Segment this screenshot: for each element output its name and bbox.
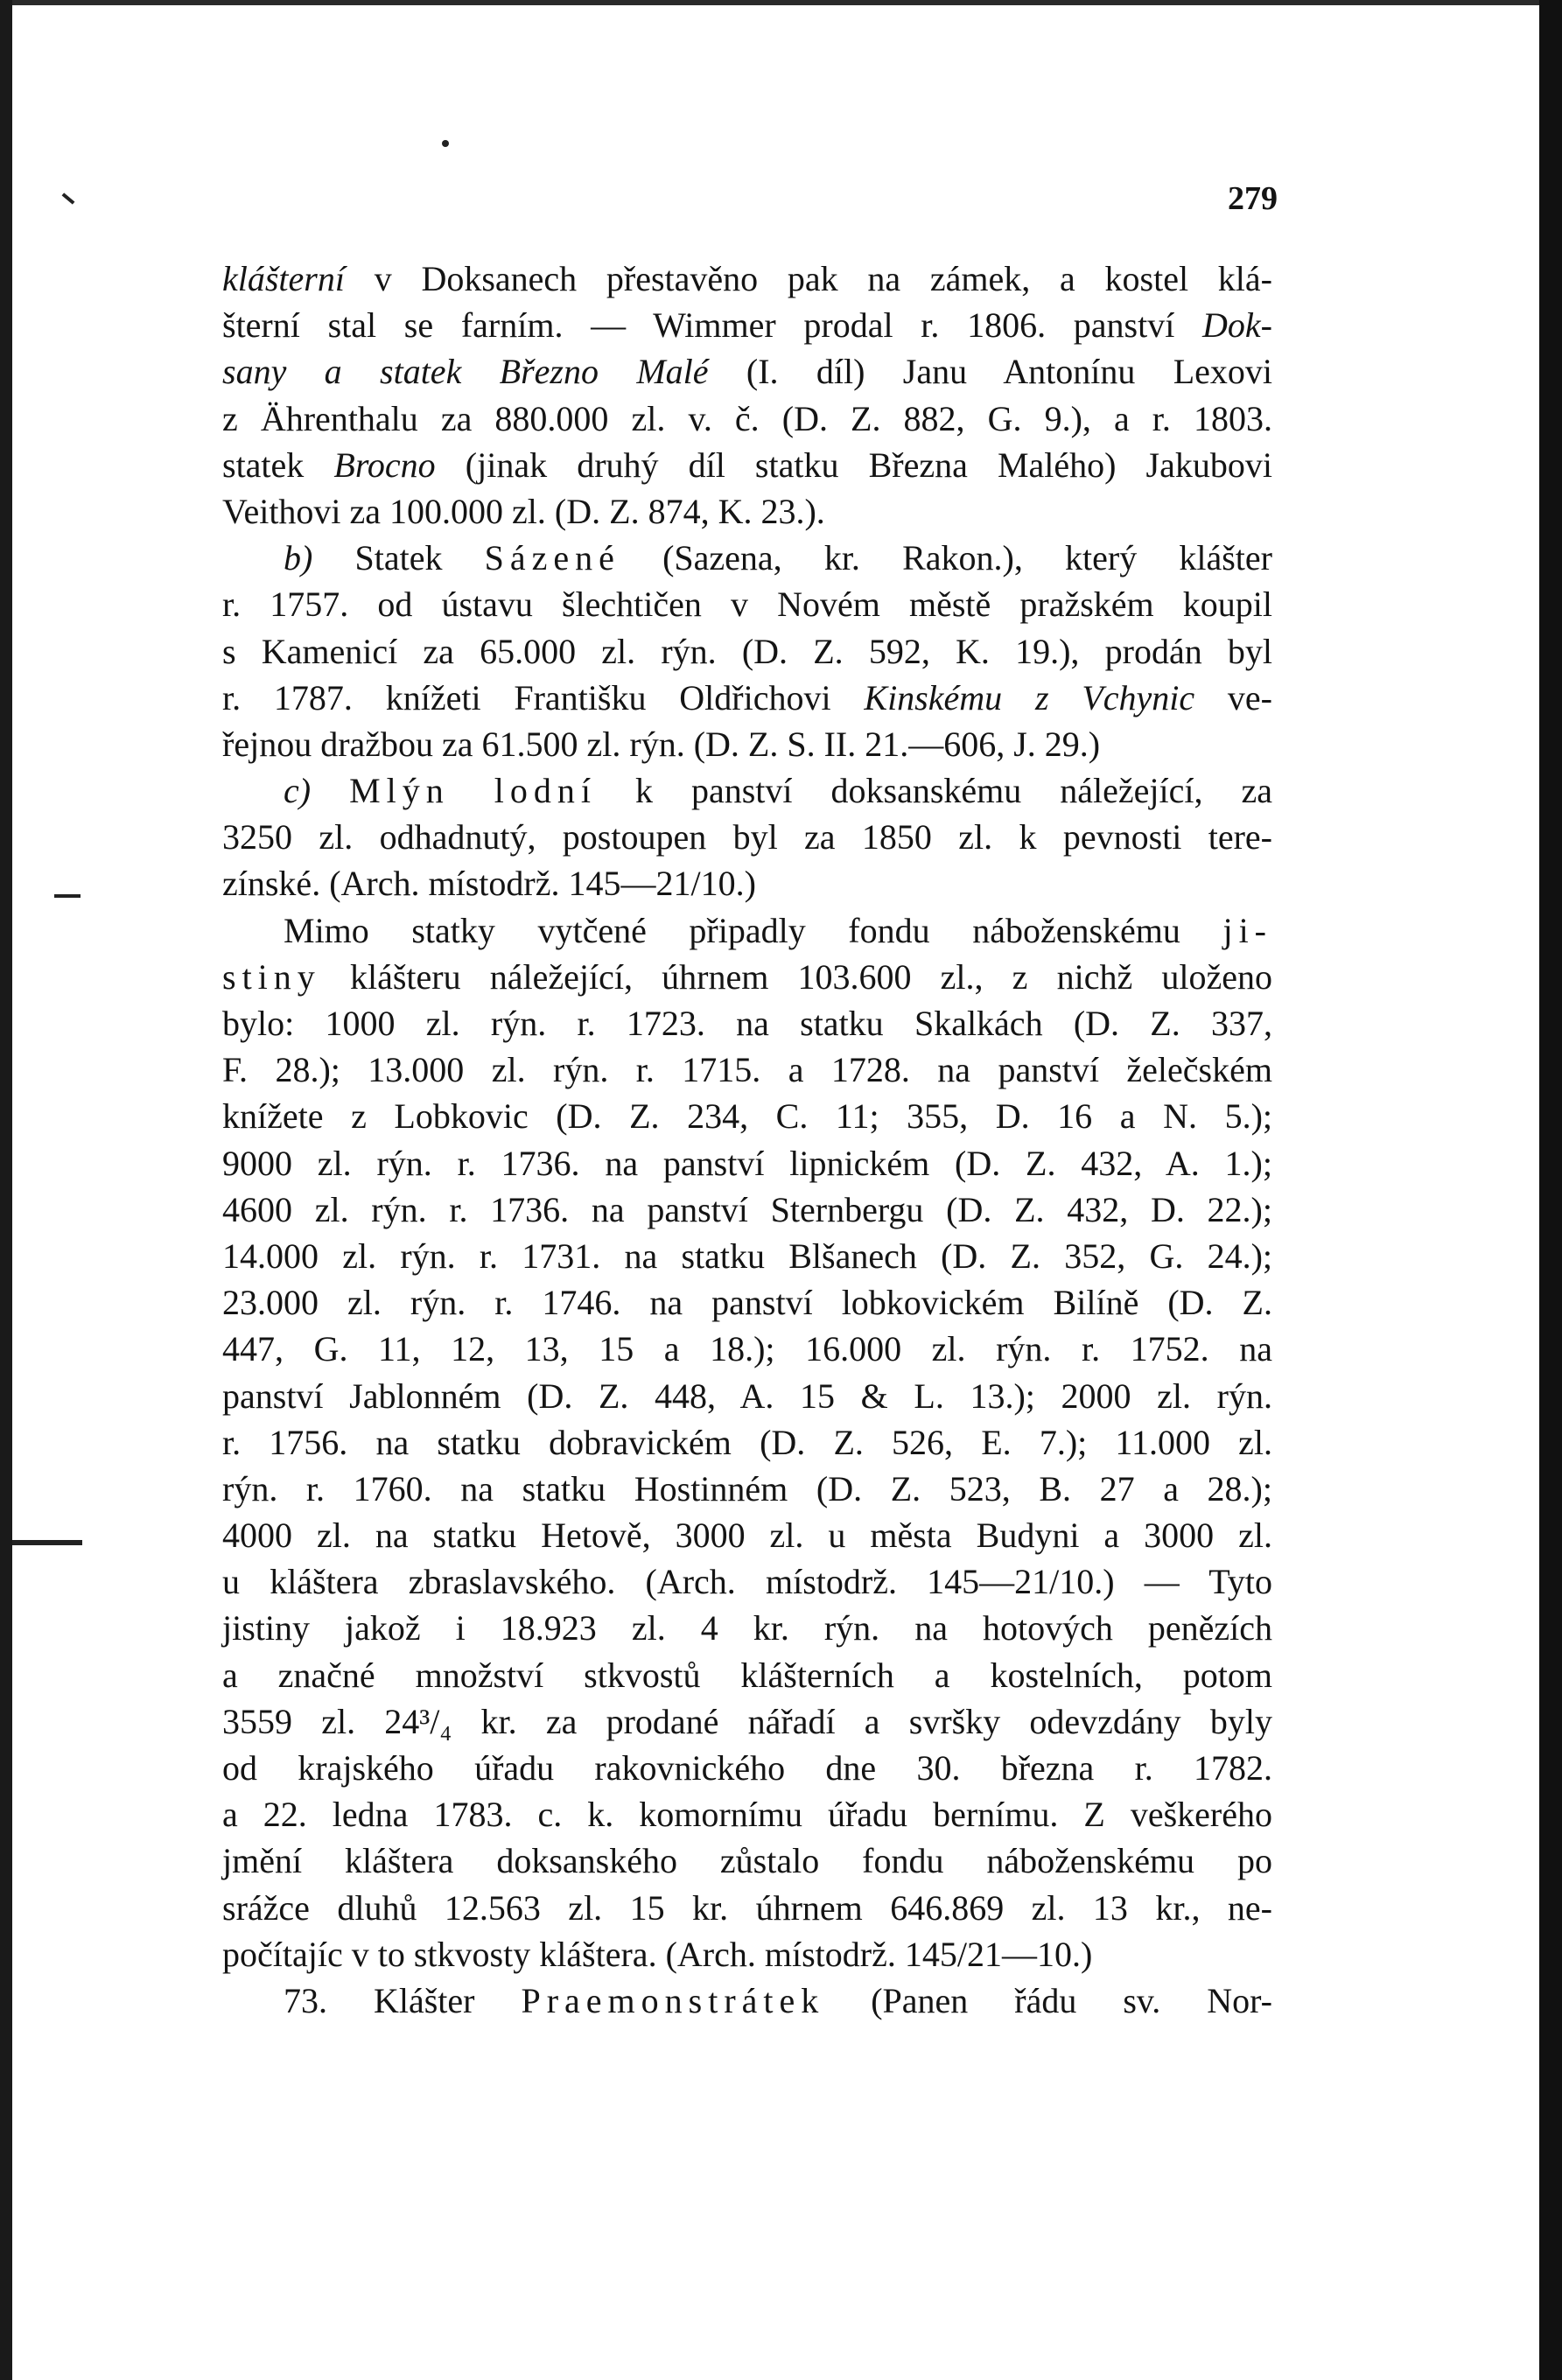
text-line bbox=[222, 1838, 1272, 1884]
text-line bbox=[222, 1279, 1272, 1326]
text-line bbox=[222, 907, 1272, 954]
text-line bbox=[222, 1931, 1272, 1978]
spaced-text: Sázené bbox=[484, 538, 620, 578]
text-segment: z Ährenthalu za 880.000 zl. v. č. (D. Z. 882, G. 9.), a r. 1803. bbox=[222, 398, 1272, 438]
text-segment: r. 1757. od ústavu šlechtičen v Novém městě pražském koupil bbox=[222, 584, 1272, 625]
text-segment: od krajského úřadu rakovnického dne 30. března r. 1782. bbox=[222, 1748, 1272, 1788]
text-segment: rýn. r. 1760. na statku Hostinném (D. Z. 523, B. 27 a 28.); bbox=[222, 1468, 1272, 1508]
page-number: 279 bbox=[1228, 180, 1278, 217]
text-line bbox=[222, 1419, 1272, 1466]
text-segment: 3250 zl. odhadnutý, postoupen byl za 1850 zl. k pevnosti tere- bbox=[222, 817, 1272, 858]
text-line bbox=[222, 1093, 1272, 1139]
text-segment: s Kamenicí za 65.000 zl. rýn. (D. Z. 592, K. 19.), prodán byl bbox=[222, 631, 1272, 671]
text-line bbox=[222, 1186, 1272, 1233]
text-segment: zínské. (Arch. místodrž. 145—21/10.) bbox=[222, 864, 756, 904]
text-line bbox=[222, 442, 1272, 488]
margin-mark bbox=[62, 192, 75, 204]
text-line bbox=[222, 1233, 1272, 1279]
text-segment: a 22. ledna 1783. c. k. komornímu úřadu bernímu. Z veškerého bbox=[222, 1795, 1272, 1835]
text-segment: 447, G. 11, 12, 13, 15 a 18.); 16.000 zl. rýn. r. 1752. na bbox=[222, 1329, 1272, 1369]
text-line bbox=[222, 1698, 1272, 1745]
text-line bbox=[222, 675, 1272, 721]
text-line bbox=[222, 1326, 1272, 1372]
text-line bbox=[222, 348, 1272, 395]
ink-dot bbox=[442, 140, 449, 147]
text-line bbox=[222, 1791, 1272, 1838]
text-line bbox=[222, 1466, 1272, 1512]
text-line bbox=[222, 860, 1272, 906]
text-segment: 3559 zl. 24³/₄ kr. za prodané nářadí a svršky odevzdány byly bbox=[222, 1701, 1272, 1741]
text-line bbox=[222, 1885, 1272, 1931]
text-segment: F. 28.); 13.000 zl. rýn. r. 1715. a 1728. na panství želečském bbox=[222, 1050, 1272, 1090]
spaced-text: Praemonstrátek bbox=[521, 1980, 825, 2020]
text-segment: klášteru náležející, úhrnem 103.600 zl., z nichž uloženo bbox=[320, 956, 1272, 997]
text-line bbox=[222, 488, 1272, 535]
text-segment: jistiny jakož i 18.923 zl. 4 kr. rýn. na hotových penězích bbox=[222, 1608, 1272, 1648]
text-segment: Mimo statky vytčené připadly fondu náboženskému bbox=[284, 910, 1223, 950]
italic-text: klášterní bbox=[222, 259, 345, 298]
spaced-text: Mlýn lodní bbox=[349, 771, 597, 811]
margin-mark bbox=[54, 894, 81, 898]
text-segment: šterní stal se farním. — Wimmer prodal r. 1806. panství bbox=[222, 305, 1203, 346]
text-segment: Statek bbox=[312, 538, 485, 578]
text-segment: 23.000 zl. rýn. r. 1746. na panství lobkovickém Bilíně (D. Z. bbox=[222, 1283, 1272, 1323]
text-line bbox=[222, 1605, 1272, 1651]
text-line bbox=[222, 1140, 1272, 1186]
text-line bbox=[222, 721, 1272, 767]
italic-text: c) bbox=[284, 771, 312, 811]
text-line bbox=[222, 1745, 1272, 1791]
text-segment: ve- bbox=[1194, 677, 1272, 718]
text-segment: (jinak druhý díl statku Března Malého) Jakubovi bbox=[435, 444, 1272, 485]
text-segment: Veithovi za 100.000 zl. (D. Z. 874, K. 23.). bbox=[222, 491, 825, 531]
text-line bbox=[222, 535, 1272, 581]
text-segment: 73. Klášter bbox=[284, 1980, 522, 2020]
text-segment: počítajíc v to stkvosty kláštera. (Arch. místodrž. 145/21—10.) bbox=[222, 1934, 1093, 1974]
text-segment: řejnou dražbou za 61.500 zl. rýn. (D. Z. S. II. 21.—606, J. 29.) bbox=[222, 724, 1101, 764]
text-segment: (Panen řádu sv. Nor- bbox=[824, 1980, 1272, 2020]
spaced-text: stiny bbox=[222, 956, 321, 997]
text-segment: srážce dluhů 12.563 zl. 15 kr. úhrnem 646.869 zl. 13 kr., ne- bbox=[222, 1887, 1272, 1928]
text-segment: 9000 zl. rýn. r. 1736. na panství lipnickém (D. Z. 432, A. 1.); bbox=[222, 1143, 1272, 1183]
text-segment: r. 1756. na statku dobravickém (D. Z. 526, E. 7.); 11.000 zl. bbox=[222, 1422, 1272, 1462]
text-segment: 4600 zl. rýn. r. 1736. na panství Sternbergu (D. Z. 432, D. 22.); bbox=[222, 1189, 1272, 1229]
text-line bbox=[222, 581, 1272, 627]
text-line bbox=[222, 1978, 1272, 2024]
binding-edge-left bbox=[0, 0, 12, 2380]
text-line bbox=[222, 1000, 1272, 1046]
text-segment: (Sazena, kr. Rakon.), který klášter bbox=[620, 538, 1272, 578]
spaced-text: ji- bbox=[1222, 910, 1272, 950]
text-line bbox=[222, 767, 1272, 814]
text-segment: panství Jablonném (D. Z. 448, A. 15 & L. 13.); 2000 zl. rýn. bbox=[222, 1376, 1272, 1416]
text-line bbox=[222, 396, 1272, 442]
italic-text: Brocno bbox=[333, 444, 436, 485]
text-line bbox=[222, 302, 1272, 348]
margin-mark bbox=[12, 1540, 82, 1545]
text-segment: v Doksanech přestavěno pak na zámek, a kostel klá- bbox=[344, 259, 1272, 298]
text-line bbox=[222, 814, 1272, 860]
text-segment bbox=[311, 771, 349, 810]
text-line bbox=[222, 954, 1272, 1000]
text-line bbox=[222, 256, 1272, 302]
top-edge-shadow bbox=[12, 0, 1539, 5]
text-line bbox=[222, 1046, 1272, 1093]
binding-edge-right bbox=[1539, 0, 1562, 2380]
text-segment: k panství doksanskému náležející, za bbox=[596, 771, 1273, 811]
text-segment: a značné množství stkvostů klášterních a kostelních, potom bbox=[222, 1655, 1272, 1695]
text-line bbox=[222, 628, 1272, 675]
text-line bbox=[222, 1512, 1272, 1558]
text-segment: (I. díl) Janu Antonínu Lexovi bbox=[708, 352, 1272, 392]
text-segment: 14.000 zl. rýn. r. 1731. na statku Blšanech (D. Z. 352, G. 24.); bbox=[222, 1236, 1272, 1276]
text-line bbox=[222, 1373, 1272, 1419]
italic-text: sany a statek Březno Malé bbox=[222, 352, 709, 392]
text-segment: 4000 zl. na statku Hetově, 3000 zl. u města Budyni a 3000 zl. bbox=[222, 1516, 1272, 1556]
italic-text: Kinskému z Vchynic bbox=[864, 677, 1195, 718]
text-segment: statek bbox=[222, 444, 334, 485]
text-segment: r. 1787. knížeti Františku Oldřichovi bbox=[222, 677, 865, 718]
text-segment: u kláštera zbraslavského. (Arch. místodrž. 145—21/10.) — Tyto bbox=[222, 1562, 1272, 1602]
italic-text: Dok- bbox=[1202, 305, 1272, 346]
body-text bbox=[222, 256, 1272, 2024]
text-segment: knížete z Lobkovic (D. Z. 234, C. 11; 355, D. 16 a N. 5.); bbox=[222, 1096, 1272, 1137]
text-line bbox=[222, 1652, 1272, 1698]
italic-text: b) bbox=[284, 538, 313, 578]
text-line bbox=[222, 1558, 1272, 1605]
text-segment: jmění kláštera doksanského zůstalo fondu náboženskému po bbox=[222, 1841, 1272, 1881]
text-segment: bylo: 1000 zl. rýn. r. 1723. na statku Skalkách (D. Z. 337, bbox=[222, 1004, 1272, 1043]
